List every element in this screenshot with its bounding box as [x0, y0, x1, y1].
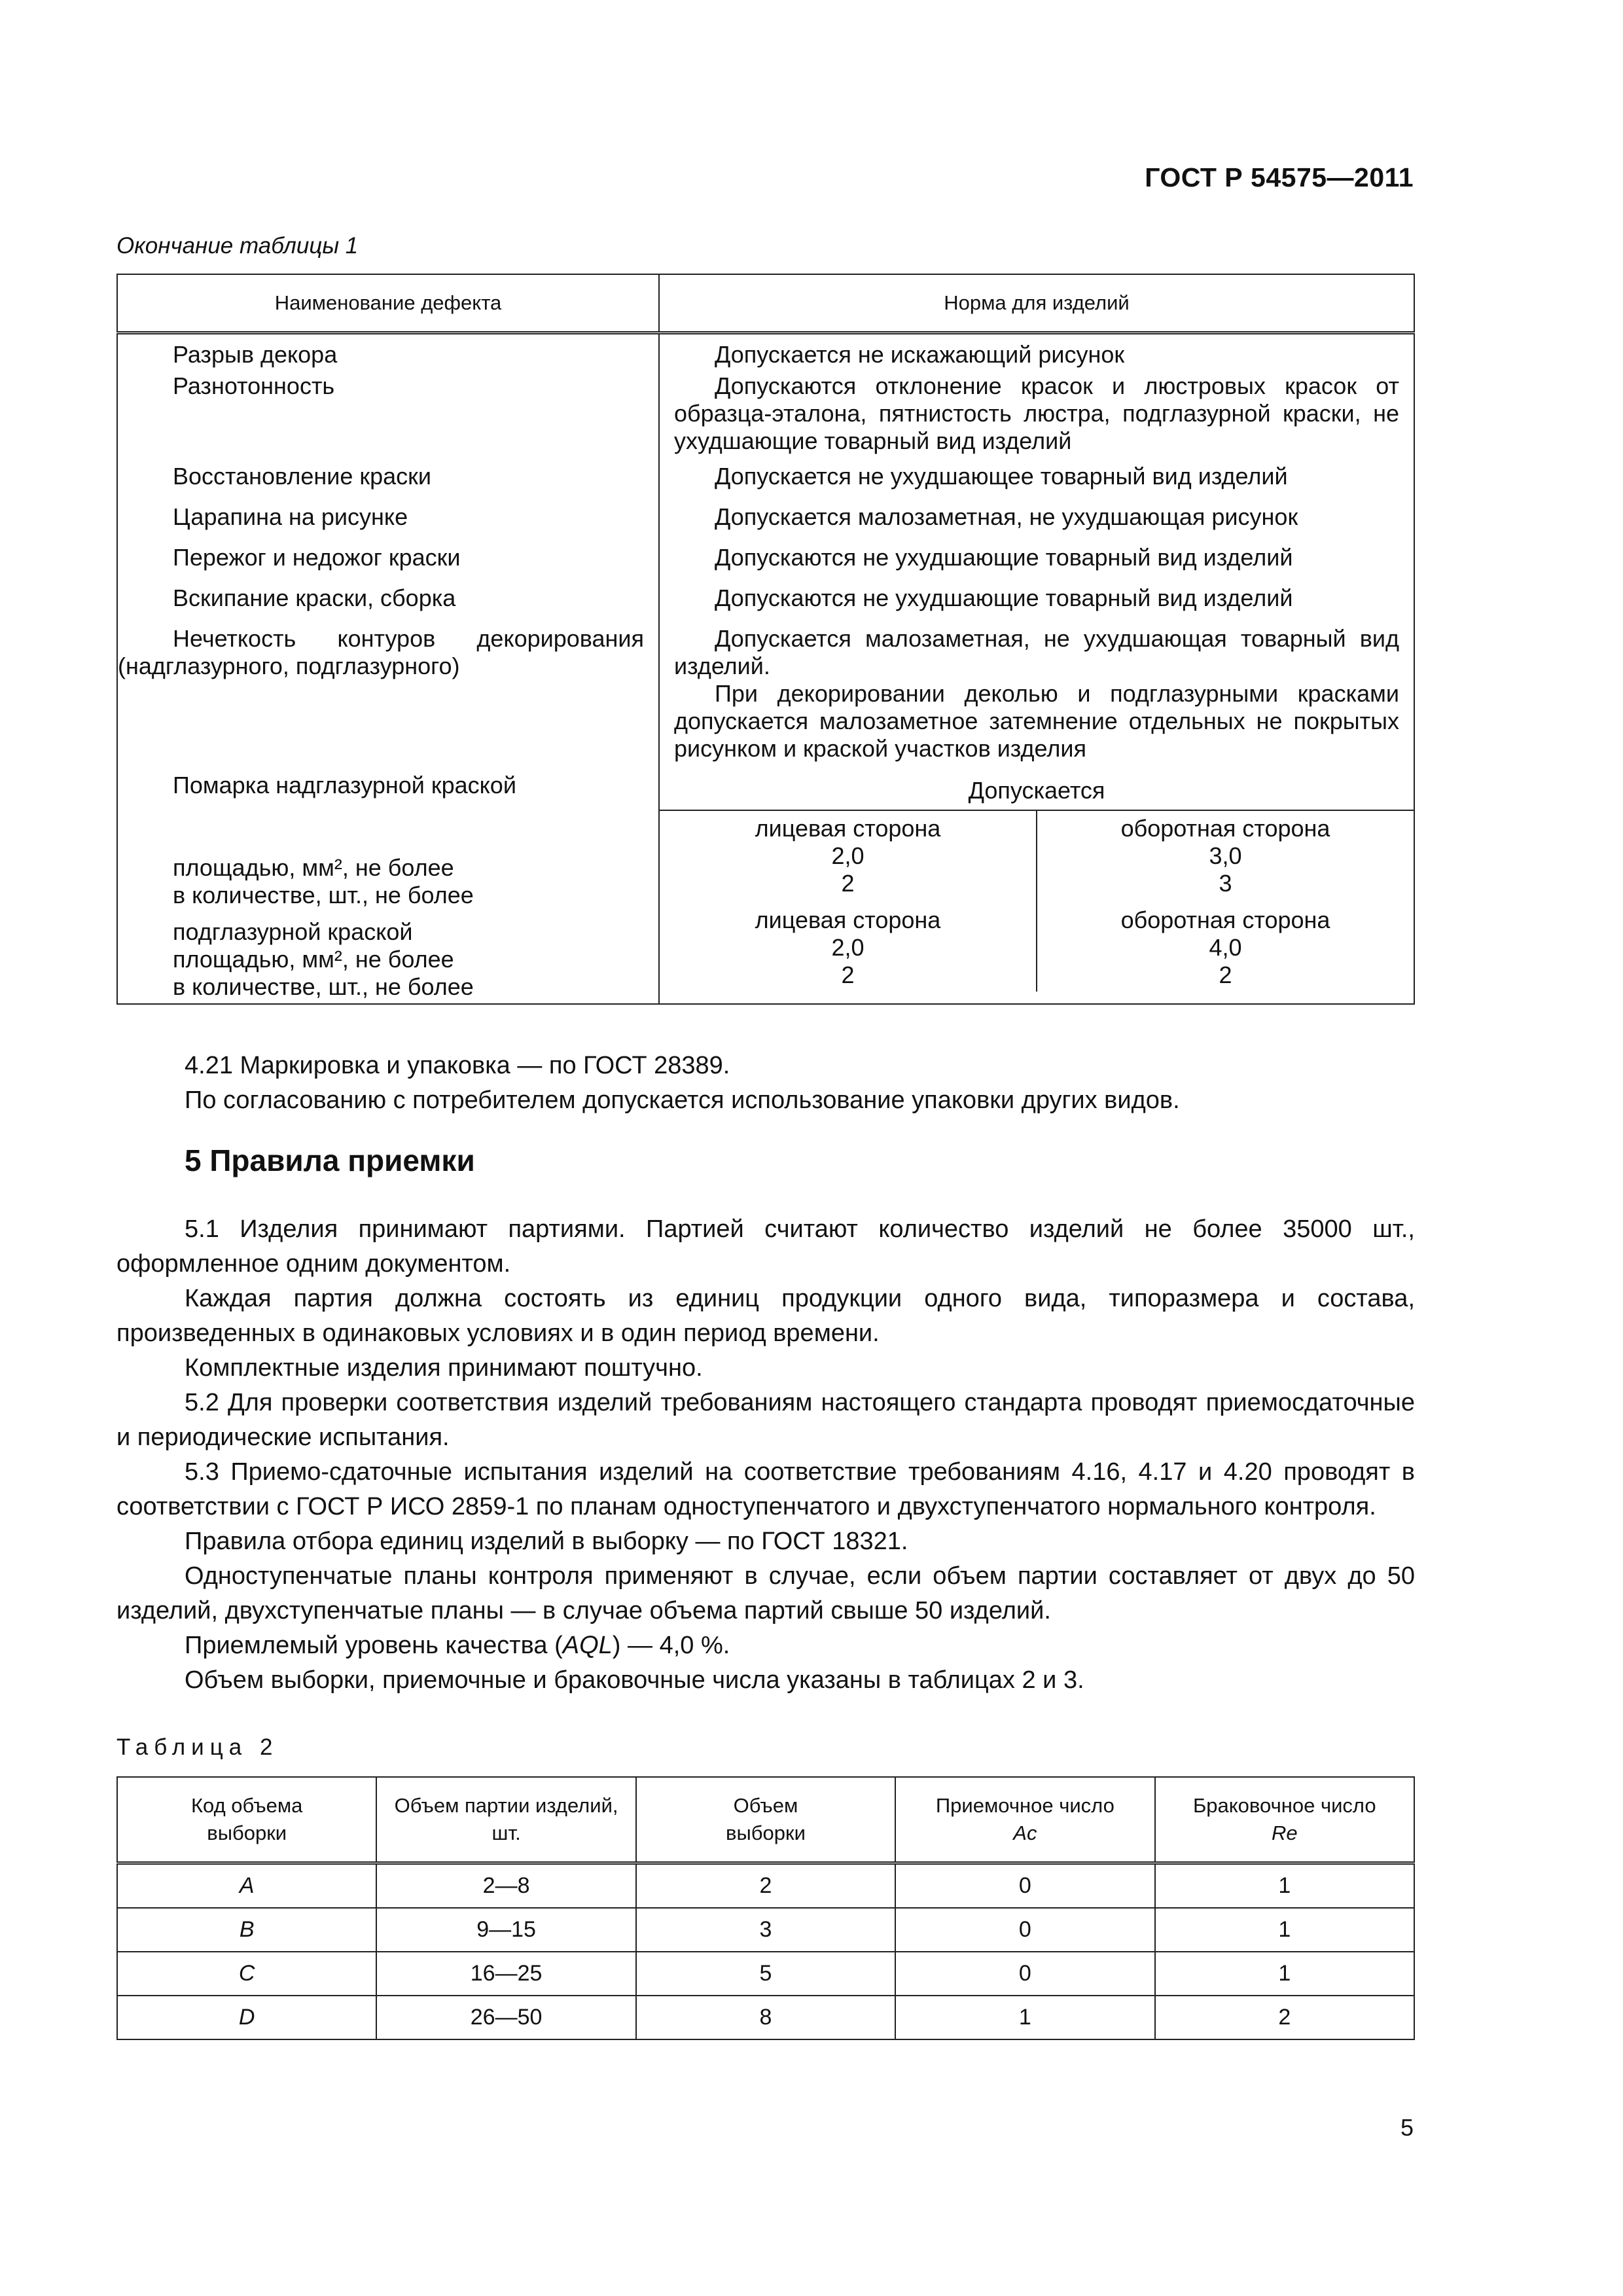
aql-text-before: Приемлемый уровень качества ( [185, 1632, 563, 1659]
table-row [117, 503, 1414, 544]
sample-code: C [117, 1952, 376, 1996]
defect-name: Вскипание краски, сборка [117, 584, 659, 625]
pomarka-under-count-back: 2 [1219, 961, 1232, 988]
rejection-number: 1 [1155, 1952, 1414, 1996]
pomarka-title: Помарка надглазурной краской [173, 772, 516, 798]
defect-norm: Допускаются не ухудшающие товарный вид изделий [715, 544, 1293, 571]
defect-name: Царапина на рисунке [117, 503, 659, 544]
table-row [117, 1908, 1414, 1952]
table-row [117, 1996, 1414, 2039]
page-number: 5 [1400, 2114, 1414, 2141]
pomarka-under-title: подглазурной краской [173, 918, 413, 945]
rejection-number: 1 [1155, 1908, 1414, 1952]
pomarka-area-back: 3,0 [1209, 842, 1242, 869]
table-row [117, 1952, 1414, 1996]
defect-name: Пережог и недожог краски [117, 544, 659, 584]
pomarka-area-face: 2,0 [831, 842, 865, 869]
defect-name: Восстановление краски [117, 463, 659, 503]
aql-text-after: ) — 4,0 %. [612, 1632, 730, 1659]
acceptance-number: 0 [895, 1863, 1154, 1909]
table-row [117, 584, 1414, 625]
pomarka-under-count-label: в количестве, шт., не более [173, 973, 474, 1000]
pomarka-back-label: оборотная сторона [1120, 815, 1330, 842]
defect-norm: При декорировании деколью и подглазурными красками допускается малозаметное затемнение отдельных не покрытых рисунком и краской участков изделия [674, 680, 1399, 762]
defect-name: Нечеткость контуров декорирования (надглазурного, подглазурного) [117, 625, 659, 772]
defect-norm: Допускаются не ухудшающие товарный вид изделий [715, 584, 1293, 611]
table2-header: Объем выборки [636, 1777, 895, 1863]
aql-paragraph [116, 1628, 1415, 1663]
pomarka-under-area-label: площадью, мм², не более [173, 946, 454, 973]
paragraph: Правила отбора единиц изделий в выборку — по ГОСТ 18321. [185, 1528, 908, 1555]
clause-4-21 [116, 1049, 1415, 1118]
rejection-number: 2 [1155, 1996, 1414, 2039]
pomarka-under-count-face: 2 [841, 961, 855, 988]
table1-header-defect: Наименование дефекта [117, 274, 659, 333]
table-row [117, 772, 1414, 1004]
table-row [117, 372, 1414, 463]
acceptance-number: 1 [895, 1996, 1154, 2039]
pomarka-count-label: в количестве, шт., не более [173, 882, 474, 908]
sample-size-table [116, 1776, 1415, 2040]
lot-size: 26—50 [376, 1996, 635, 2039]
defects-table [116, 274, 1415, 1005]
defect-name: Разрыв декора [117, 333, 659, 373]
sample-size: 2 [636, 1863, 895, 1909]
paragraph: Каждая партия должна состоять из единиц продукции одного вида, типоразмера и состава, произведенных в одинаковых условиях и в один период времени. [116, 1285, 1415, 1347]
table-row [117, 1863, 1414, 1909]
sample-size: 3 [636, 1908, 895, 1952]
pomarka-area-label: площадью, мм², не более [173, 854, 454, 881]
pomarka-under-area-face: 2,0 [831, 934, 865, 961]
defect-norm: Допускается не искажающий рисунок [715, 341, 1125, 368]
section-title: 5 Правила приемки [185, 1143, 475, 1177]
acceptance-number: 0 [895, 1952, 1154, 1996]
pomarka-count-back: 3 [1219, 870, 1232, 897]
pomarka-under-area-back: 4,0 [1209, 934, 1242, 961]
pomarka-under-back-label: оборотная сторона [1120, 906, 1330, 933]
defect-norm: Допускается малозаметная, не ухудшающая товарный вид изделий. [674, 625, 1399, 679]
table-row [117, 625, 1414, 772]
defect-norm: Допускается малозаметная, не ухудшающая рисунок [715, 503, 1298, 530]
document-code: ГОСТ Р 54575—2011 [1145, 162, 1414, 192]
table-row [117, 463, 1414, 503]
table2-header: Браковочное число Re [1155, 1777, 1414, 1863]
sample-code: D [117, 1996, 376, 2039]
table-row [117, 333, 1414, 373]
table2-header: Объем партии изделий, шт. [376, 1777, 635, 1863]
pomarka-count-face: 2 [841, 870, 855, 897]
table2-caption: Таблица 2 [116, 1734, 279, 1760]
paragraph: 5.3 Приемо-сдаточные испытания изделий на соответствие требованиям 4.16, 4.17 и 4.20 проводят в соответствии с ГОСТ Р ИСО 2859-1 по планам одноступенчатого и двухступенчатого нормального контроля. [116, 1458, 1415, 1520]
acceptance-number: 0 [895, 1908, 1154, 1952]
sample-size: 5 [636, 1952, 895, 1996]
table2-header: Приемочное число Ac [895, 1777, 1154, 1863]
sample-code: A [117, 1863, 376, 1909]
pomarka-under-face-label: лицевая сторона [755, 906, 941, 933]
lot-size: 2—8 [376, 1863, 635, 1909]
sample-size: 8 [636, 1996, 895, 2039]
paragraph: Комплектные изделия принимают поштучно. [185, 1354, 703, 1382]
paragraph: 5.1 Изделия принимают партиями. Партией считают количество изделий не более 35000 шт., оформленное одним документом. [116, 1215, 1415, 1278]
rejection-number: 1 [1155, 1863, 1414, 1909]
defect-name: Разнотонность [117, 372, 659, 463]
paragraph: Объем выборки, приемочные и браковочные числа указаны в таблицах 2 и 3. [185, 1666, 1084, 1694]
sample-code: B [117, 1908, 376, 1952]
table2-header: Код объема выборки [117, 1777, 376, 1863]
table1-caption: Окончание таблицы 1 [116, 233, 359, 259]
paragraph: 5.2 Для проверки соответствия изделий требованиям настоящего стандарта проводят приемосдаточные и периодические испытания. [116, 1389, 1415, 1451]
lot-size: 16—25 [376, 1952, 635, 1996]
paragraph: 4.21 Маркировка и упаковка — по ГОСТ 28389. [185, 1052, 730, 1079]
section-5-body [116, 1212, 1415, 1698]
aql-abbr: AQL [562, 1632, 613, 1659]
paragraph: Одноступенчатые планы контроля применяют в случае, если объем партии составляет от двух до 50 изделий, двухступенчатые планы — в случае объема партий свыше 50 изделий. [116, 1562, 1415, 1624]
defect-norm: Допускается не ухудшающее товарный вид изделий [715, 463, 1288, 490]
paragraph: По согласованию с потребителем допускается использование упаковки других видов. [185, 1086, 1180, 1114]
lot-size: 9—15 [376, 1908, 635, 1952]
pomarka-face-label: лицевая сторона [755, 815, 941, 842]
pomarka-allowed: Допускается [660, 772, 1414, 811]
table-row [117, 544, 1414, 584]
table1-header-norm: Норма для изделий [659, 274, 1414, 333]
defect-norm: Допускаются отклонение красок и люстровых красок от образца-эталона, пятнистость люстра, подглазурной краски, не ухудшающие товарный вид изделий [674, 372, 1399, 454]
